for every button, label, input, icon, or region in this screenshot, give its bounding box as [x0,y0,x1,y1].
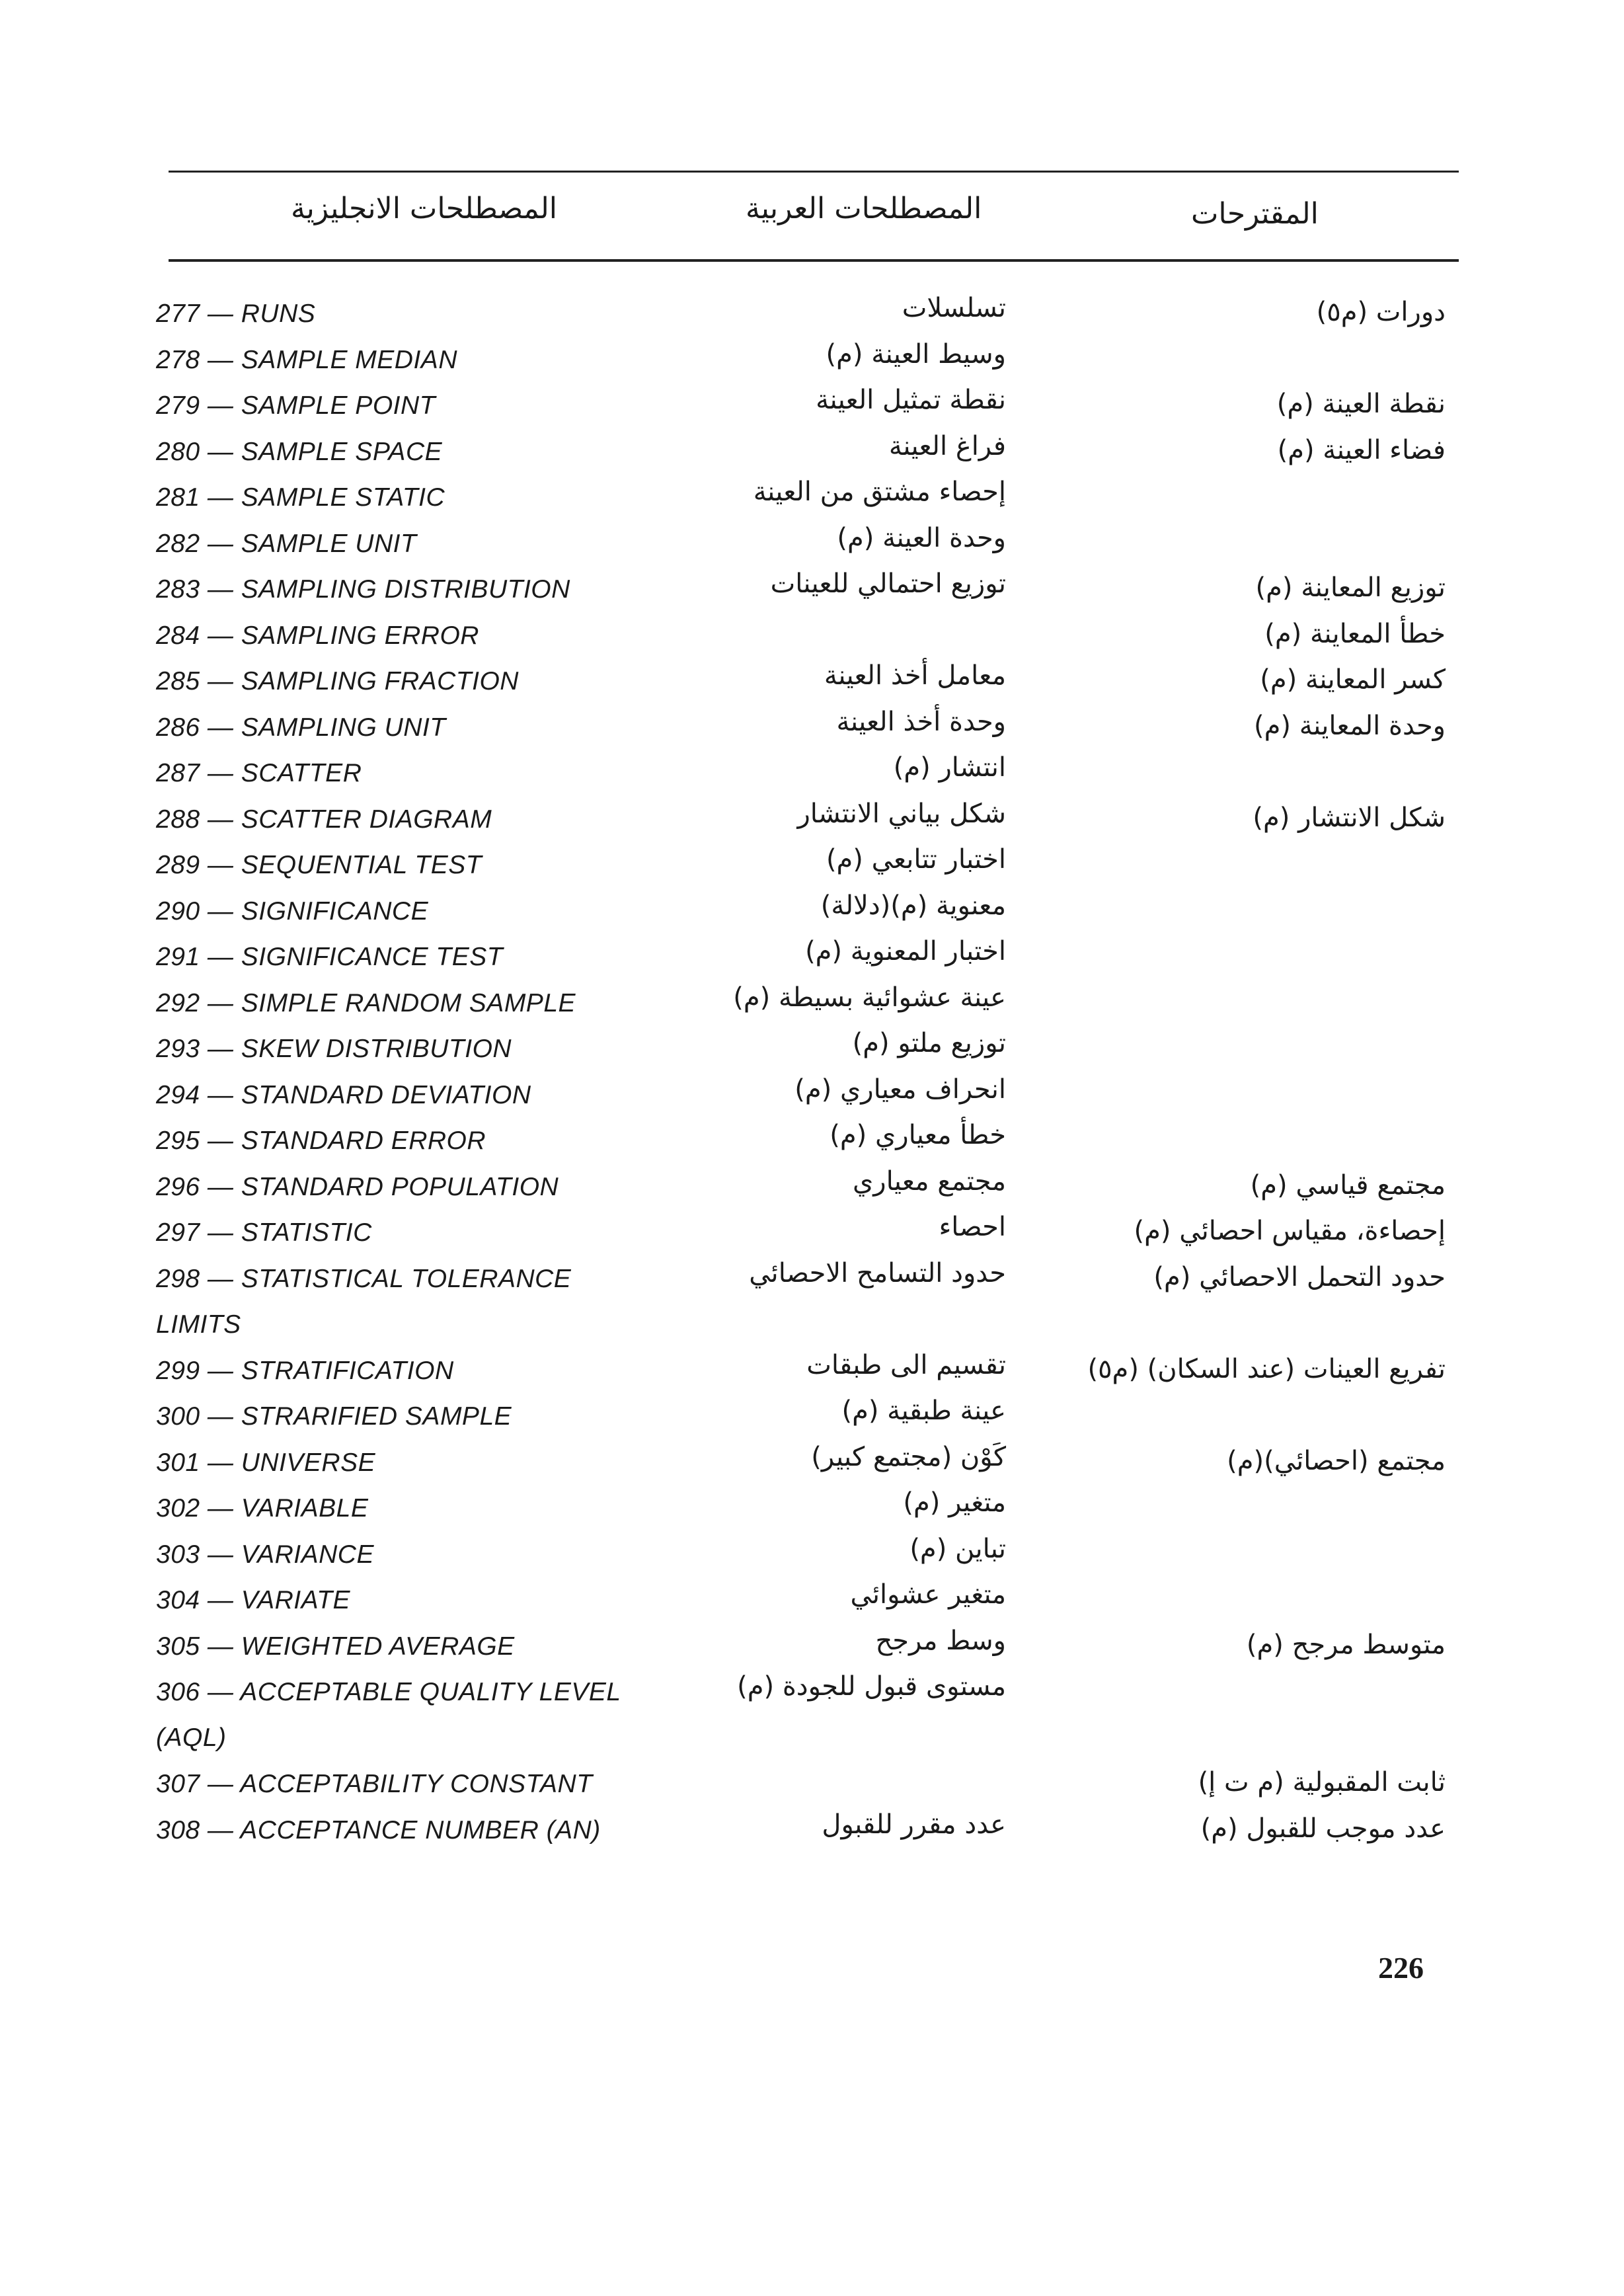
header-suggestions: المقترحات [1191,197,1319,231]
glossary-row [0,513,1624,559]
english-term: 299 — STRATIFICATION [156,1356,454,1385]
english-term: 291 — SIGNIFICANCE TEST [156,943,504,971]
english-term: 307 — ACCEPTABILITY CONSTANT [156,1770,593,1798]
suggested-term: إحصاءة، مقياس احصائي (م) [1134,1216,1446,1246]
english-term: 282 — SAMPLE UNIT [156,529,417,558]
arabic-term: مجتمع معياري [852,1166,1006,1197]
arabic-term: نقطة تمثيل العينة [816,385,1006,415]
glossary-row [0,1753,1624,1800]
glossary-row [0,1248,1624,1340]
suggested-term: توزيع المعاينة (م) [1255,573,1446,603]
english-term: 305 — WEIGHTED AVERAGE [156,1632,515,1661]
suggested-term: ثابت المقبولية (م ت إ) [1198,1767,1446,1798]
english-term: 290 — SIGNIFICANCE [156,896,429,926]
top-rule [169,171,1459,173]
arabic-term: حدود التسامح الاحصائي [749,1257,1006,1288]
glossary-row [0,789,1624,835]
suggested-term: وحدة المعاينة (م) [1254,710,1446,741]
english-term: 303 — VARIANCE [156,1540,374,1569]
arabic-term: خطأ معياري (م) [830,1120,1006,1150]
arabic-term: انحراف معياري (م) [794,1074,1006,1105]
arabic-term: توزيع ملتو (م) [852,1028,1006,1058]
glossary-row [0,834,1624,881]
english-term: 279 — SAMPLE POINT [156,391,436,420]
english-term: 301 — UNIVERSE [156,1448,376,1477]
english-term: 304 — VARIATE [156,1586,351,1614]
glossary-table [0,283,1624,1845]
glossary-row [0,1018,1624,1064]
suggested-term: كسر المعاينة (م) [1260,664,1446,695]
arabic-term: وحدة أخذ العينة [836,706,1006,737]
page-number: 226 [1378,1951,1424,1985]
english-term: 283 — SAMPLING DISTRIBUTION [156,575,570,604]
header-rule [169,259,1459,262]
english-term: 284 — SAMPLING ERROR [156,621,479,650]
arabic-term: متغير عشوائي [850,1579,1006,1610]
arabic-term: وحدة العينة (م) [837,522,1006,553]
arabic-term: عدد مقرر للقبول [822,1809,1006,1840]
suggested-term: شكل الانتشار (م) [1253,802,1446,833]
arabic-term: شكل بياني الانتشار [797,798,1006,829]
arabic-term: عينة طبقية (م) [841,1396,1006,1426]
glossary-row [0,283,1624,329]
arabic-term: وسيط العينة (م) [826,338,1006,370]
glossary-row [0,1616,1624,1662]
glossary-row [0,1340,1624,1386]
glossary-row [0,421,1624,467]
glossary-row [0,1386,1624,1432]
english-term: 285 — SAMPLING FRACTION [156,667,519,695]
arabic-term: احصاء [939,1212,1006,1242]
arabic-term: اختبار تتابعي (م) [826,844,1006,875]
arabic-term: انتشار (م) [893,752,1006,783]
suggested-term: فضاء العينة (م) [1277,434,1446,465]
english-term: 293 — SKEW DISTRIBUTION [156,1035,512,1063]
english-term: 286 — SAMPLING UNIT [156,713,446,742]
glossary-row [0,1110,1624,1156]
glossary-row [0,1661,1624,1753]
english-term: 297 — STATISTIC [156,1218,372,1247]
glossary-row [0,1064,1624,1111]
suggested-term: نقطة العينة (م) [1276,389,1446,419]
english-term: 298 — STATISTICAL TOLERANCE LIMITS [156,1264,572,1339]
arabic-term: تباين (م) [909,1533,1006,1564]
english-term: 294 — STANDARD DEVIATION [156,1080,531,1109]
suggested-term: متوسط مرجح (م) [1246,1629,1446,1660]
english-term: 296 — STANDARD POPULATION [156,1172,559,1201]
glossary-row [0,559,1624,605]
suggested-term: حدود التحمل الاحصائي (م) [1153,1261,1446,1292]
suggested-term: مجتمع قياسي (م) [1250,1169,1446,1201]
header-english-terms: المصطلحات الانجليزية [291,192,558,225]
english-term: 292 — SIMPLE RANDOM SAMPLE [156,988,576,1017]
glossary-row [0,1478,1624,1524]
arabic-term: معنوية (م)(دلالة) [820,890,1006,921]
glossary-row [0,1569,1624,1616]
glossary-row [0,329,1624,376]
arabic-term: متغير (م) [903,1487,1006,1518]
glossary-row [0,651,1624,697]
glossary-row [0,697,1624,743]
glossary-row [0,1524,1624,1570]
english-term: 300 — STRARIFIED SAMPLE [156,1402,512,1431]
arabic-term: كَوْن (مجتمع كبير) [811,1441,1006,1472]
english-term: 280 — SAMPLE SPACE [156,437,443,466]
glossary-row [0,1432,1624,1478]
english-term: 306 — ACCEPTABLE QUALITY LEVEL (AQL) [156,1678,621,1752]
glossary-row [0,1800,1624,1846]
glossary-row [0,467,1624,513]
arabic-term: اختبار المعنوية (م) [805,936,1006,967]
english-term: 288 — SCATTER DIAGRAM [156,805,492,834]
arabic-term: عينة عشوائية بسيطة (م) [733,982,1006,1013]
english-term: 287 — SCATTER [156,759,362,787]
glossary-row [0,926,1624,972]
glossary-row [0,972,1624,1019]
english-term: 295 — STANDARD ERROR [156,1127,486,1155]
suggested-term: عدد موجب للقبول (م) [1200,1813,1446,1844]
arabic-term: تقسيم الى طبقات [806,1349,1006,1380]
header-arabic-terms: المصطلحات العربية [746,192,982,225]
english-term: 278 — SAMPLE MEDIAN [156,345,457,374]
arabic-term: توزيع احتمالي للعينات [770,569,1006,599]
arabic-term: تسلسلات [902,293,1006,323]
english-term: 281 — SAMPLE STATIC [156,483,445,512]
glossary-row [0,375,1624,421]
arabic-term: مستوى قبول للجودة (م) [737,1671,1006,1702]
glossary-row [0,881,1624,927]
glossary-row [0,1202,1624,1248]
suggested-term: دورات (م٥) [1316,297,1446,327]
glossary-row [0,1156,1624,1203]
arabic-term: معامل أخذ العينة [824,660,1006,691]
english-term: 277 — RUNS [156,299,316,328]
arabic-term: فراغ العينة [888,430,1006,461]
english-term: 302 — VARIABLE [156,1494,369,1523]
glossary-row [0,742,1624,789]
suggested-term: تفريع العينات (عند السكان) (م٥) [1087,1353,1446,1384]
glossary-row [0,605,1624,651]
arabic-term: وسط مرجح [875,1625,1006,1656]
english-term: 308 — ACCEPTANCE NUMBER (AN) [156,1815,601,1844]
english-term: 289 — SEQUENTIAL TEST [156,851,483,879]
arabic-term: إحصاء مشتق من العينة [753,477,1006,507]
suggested-term: خطأ المعاينة (م) [1264,618,1446,649]
suggested-term: مجتمع (احصائي)(م) [1227,1445,1446,1476]
